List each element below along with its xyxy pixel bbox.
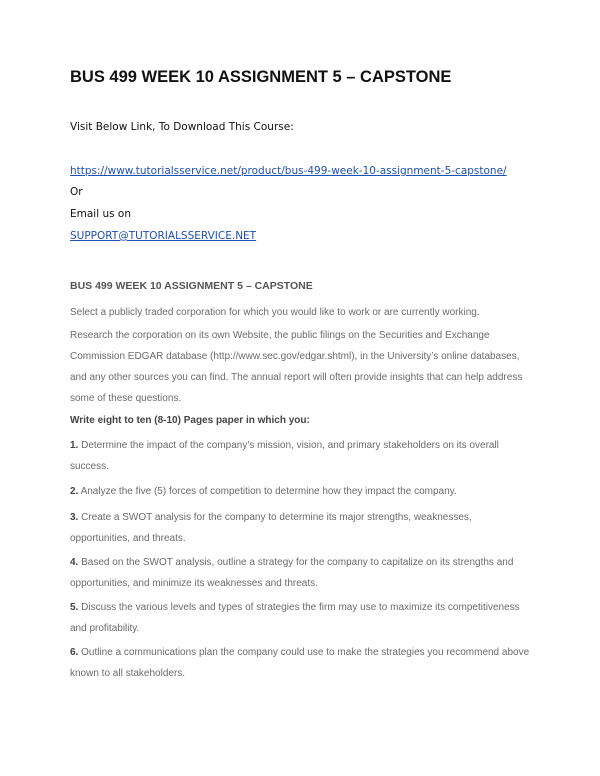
research-paragraph: Research the corporation on its own Website, the public filings on the Securities and Exchange Commission EDGAR database (http://www.sec.gov/edgar.shtml), in the University’s online databases, and any other sources you can find. The annual report will often provide insights that can help address some of these questions. [70,330,523,404]
visit-text: Visit Below Link, To Download This Course: [70,121,294,133]
list-item [70,435,532,477]
item-text: Analyze the five (5) forces of competition to determine how they impact the company. [80,486,457,497]
or-text: Or [70,186,83,198]
item-number: 1. [70,440,79,451]
list-item [70,597,532,639]
write-heading-text: Write eight to ten (8-10) Pages paper in which you: [70,415,310,426]
list-item [70,552,532,594]
list-item [70,481,532,502]
item-text: Create a SWOT analysis for the company to determine its major strengths, weaknesses, opportunities, and threats. [70,512,472,544]
intro-paragraph: Select a publicly traded corporation for which you would like to work or are currently working. [70,307,480,318]
list-item [70,507,532,549]
section-heading: BUS 499 WEEK 10 ASSIGNMENT 5 – CAPSTONE [70,280,313,292]
list-item [70,642,532,684]
item-number: 3. [70,512,79,523]
item-number: 4. [70,557,79,568]
item-text: Based on the SWOT analysis, outline a strategy for the company to capitalize on its strengths and opportunities, and minimize its weaknesses and threats. [70,557,514,589]
item-number: 5. [70,602,79,613]
document-title: BUS 499 WEEK 10 ASSIGNMENT 5 – CAPSTONE [70,68,452,86]
course-link[interactable]: https://www.tutorialsservice.net/product/bus-499-week-10-assignment-5-capstone/ [70,165,507,177]
email-link[interactable]: SUPPORT@TUTORIALSSERVICE.NET [70,230,257,242]
write-heading [70,410,532,431]
email-text: Email us on [70,208,132,220]
item-text: Discuss the various levels and types of strategies the firm may use to maximize its competitiveness and profitability. [70,602,520,634]
item-number: 2. [70,486,79,497]
item-text: Determine the impact of the company’s mission, vision, and primary stakeholders on its overall success. [70,440,499,472]
item-text: Outline a communications plan the company could use to make the strategies you recommend above known to all stakeholders. [70,647,530,679]
item-number: 6. [70,647,79,658]
